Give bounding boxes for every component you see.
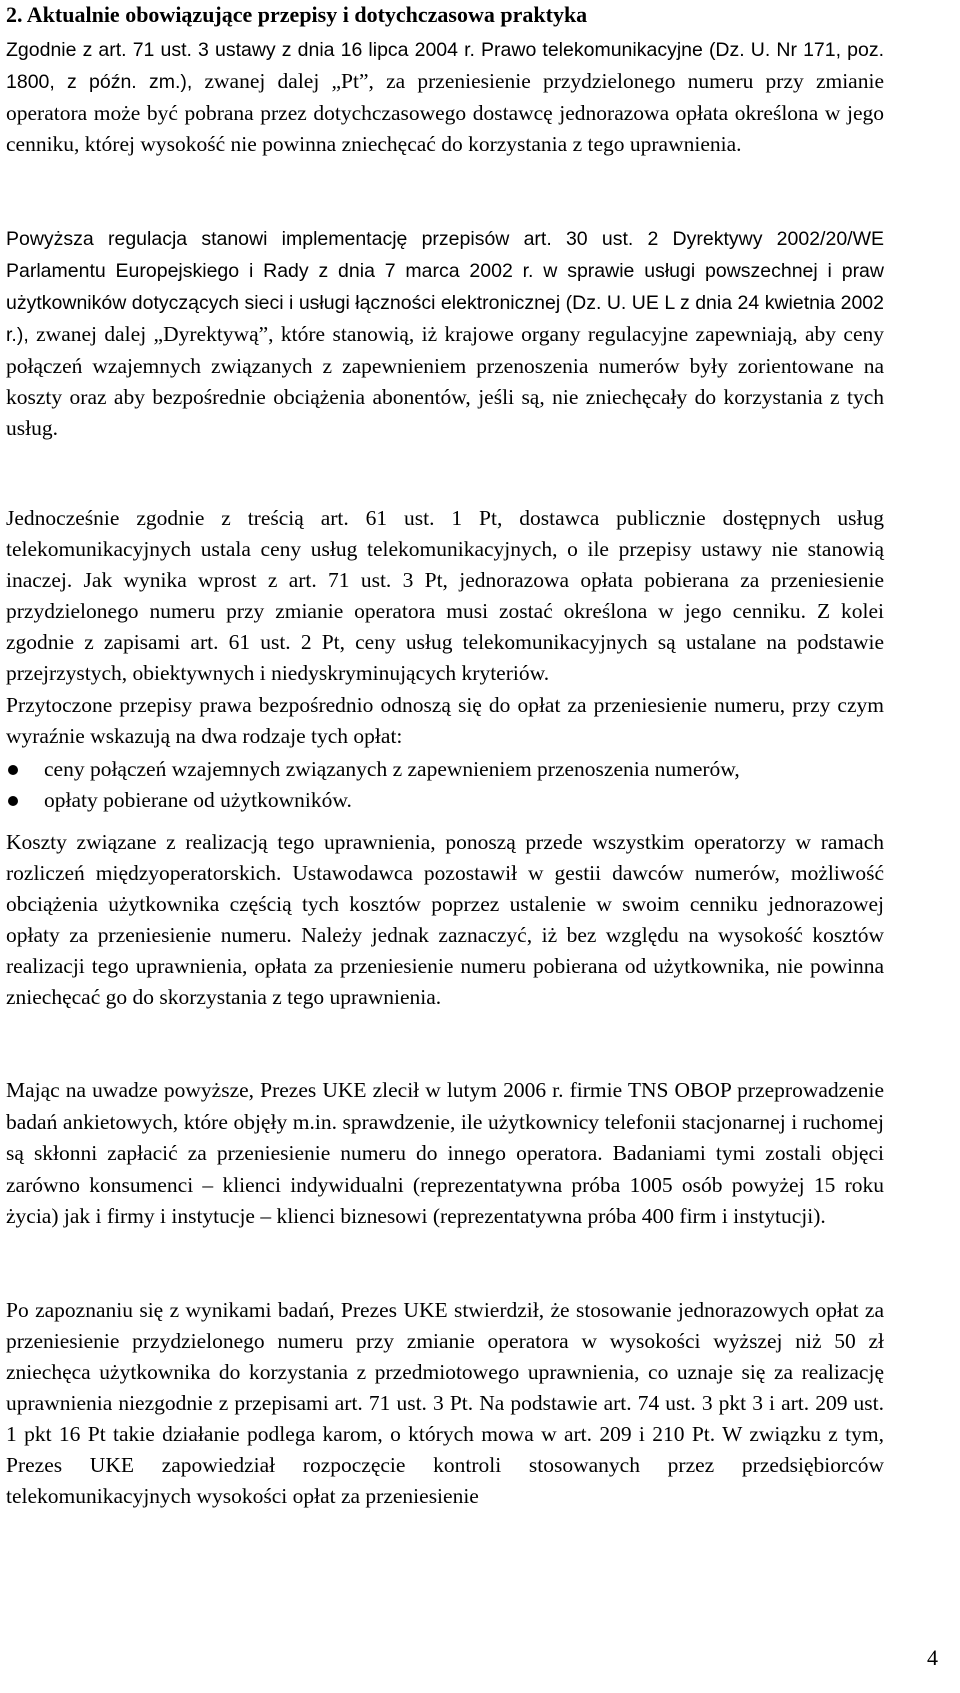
paragraph-5: Koszty związane z realizacją tego uprawnienia, ponoszą przede wszystkim operatorzy w ramach rozliczeń międzyoperatorskich. Ustawodawca pozostawił w gestii dawców numerów, możliwość obciążenia użytkownika częścią tych kosztów poprzez ustalenie w swoim cenniku jednorazowej opłaty za przeniesienie numeru. Należy jednak zaznaczyć, iż bez względu na wysokość kosztów realizacji tego uprawnienia, opłata za przeniesienie numeru pobierana od użytkownika, nie powinna zniechęcać go do skorzystania z tego uprawnienia. bbox=[6, 830, 884, 1009]
page-number: 4 bbox=[927, 1645, 938, 1670]
section-heading: 2. Aktualnie obowiązujące przepisy i dotychczasowa praktyka bbox=[6, 2, 588, 27]
bullet-icon bbox=[8, 796, 18, 806]
bullet-list bbox=[6, 754, 884, 816]
paragraph-2 bbox=[6, 223, 884, 444]
bullet-text: opłaty pobierane od użytkowników. bbox=[44, 788, 352, 812]
paragraph-1-part-b: zwanej dalej „Pt”, za przeniesienie przydzielonego numeru przy zmianie operatora może być pobrana przez dotychczasowego dostawcę jednorazowa opłata określona w jego cenniku, której wysokość nie powinna zniechęcać do korzystania z tego uprawnienia. bbox=[6, 69, 884, 156]
list-item bbox=[6, 785, 884, 816]
paragraph-4: Przytoczone przepisy prawa bezpośrednio odnoszą się do opłat za przeniesienie numeru, przy czym wyraźnie wskazują na dwa rodzaje tych opłat: bbox=[6, 693, 884, 748]
paragraph-7: Po zapoznaniu się z wynikami badań, Prezes UKE stwierdził, że stosowanie jednorazowych opłat za przeniesienie przydzielonego numeru przy zmianie operatora w wysokości wyższej niż 50 zł zniechęca użytkownika do korzystania z przedmiotowego uprawnienia, co uznaje się za realizację uprawnienia niezgodnie z przepisami art. 71 ust. 3 Pt. Na podstawie art. 74 ust. 3 pkt 3 i art. 209 ust. 1 pkt 16 Pt takie działanie podlega karom, o których mowa w art. 209 i 210 Pt. W związku z tym, Prezes UKE zapowiedział rozpoczęcie kontroli stosowanych przez przedsiębiorców telekomunikacyjnych wysokości opłat za przeniesienie bbox=[6, 1298, 884, 1508]
paragraph-6: Mając na uwadze powyższe, Prezes UKE zlecił w lutym 2006 r. firmie TNS OBOP przeprowadzenie badań ankietowych, które objęły m.in. sprawdzenie, ile użytkownicy telefonii stacjonarnej i ruchomej są skłonni zapłacić za przeniesienie numeru do innego operatora. Badaniami tymi zostali objęci zarówno konsumenci – klienci indywidualni (reprezentatywna próba 1005 osób powyżej 15 roku życia) jak i firmy i instytucje – klienci biznesowi (reprezentatywna próba 400 firm i instytucji). bbox=[6, 1078, 884, 1228]
paragraph-2-part-b: zwanej dalej „Dyrektywą”, które stanowią, iż krajowe organy regulacyjne zapewniają, aby ceny połączeń wzajemnych związanych z zapewnieniem przenoszenia numerów były zorientowane na koszty oraz aby bezpośrednie obciążenia abonentów, jeśli są, nie zniechęcały do korzystania z tych usług. bbox=[6, 322, 884, 440]
bullet-text: ceny połączeń wzajemnych związanych z zapewnieniem przenoszenia numerów, bbox=[44, 757, 740, 781]
paragraph-2-part-a: Powyższa regulacja stanowi implementację przepisów art. 30 ust. 2 Dyrektywy 2002/20/WE Parlamentu Europejskiego i Rady z dnia 7 marca 2002 r. w sprawie usługi powszechnej i praw użytkowników dotyczących sieci i usługi łączności elektronicznej (Dz. U. UE L z dnia 24 kwietnia 2002 r.), bbox=[6, 228, 884, 346]
list-item bbox=[6, 754, 884, 785]
paragraph-3: Jednocześnie zgodnie z treścią art. 61 ust. 1 Pt, dostawca publicznie dostępnych usług telekomunikacyjnych ustala ceny usług telekomunikacyjnych, o ile przepisy ustawy nie stanowią inaczej. Jak wynika wprost z art. 71 ust. 3 Pt, jednorazowa opłata pobierana za przeniesienie przydzielonego numeru przy zmianie operatora musi zostać określona w jego cenniku. Z kolei zgodnie z zapisami art. 61 ust. 2 Pt, ceny usług telekomunikacyjnych są ustalane na podstawie przejrzystych, obiektywnych i niedyskryminujących kryteriów. bbox=[6, 506, 884, 685]
paragraph-1 bbox=[6, 34, 884, 160]
paragraph-1-part-a: Zgodnie z art. 71 ust. 3 ustawy z dnia 16 lipca 2004 r. Prawo telekomunikacyjne (Dz. U. Nr 171, poz. 1800, z późn. zm.), bbox=[6, 39, 884, 93]
bullet-icon bbox=[8, 765, 18, 775]
